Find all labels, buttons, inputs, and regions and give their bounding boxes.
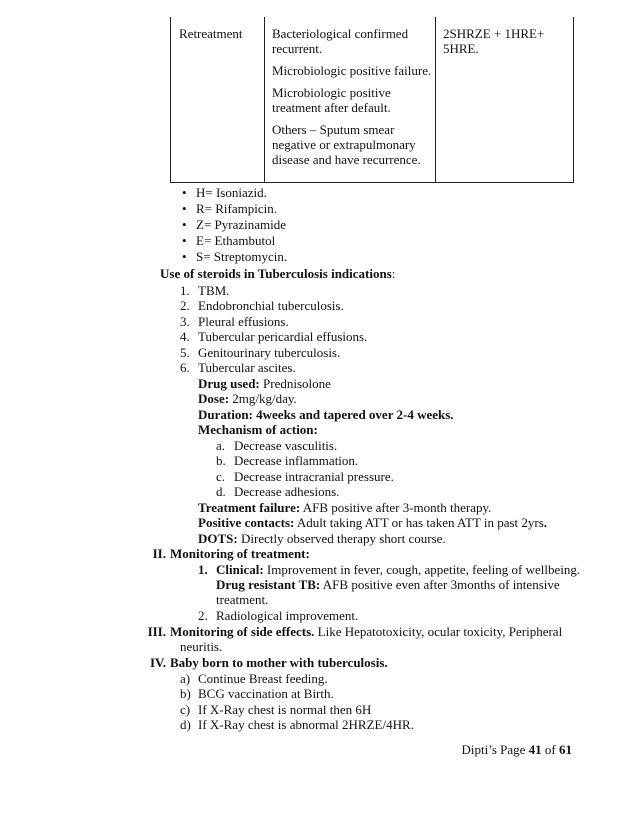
dose: Dose: 2mg/kg/day. bbox=[198, 391, 297, 406]
list-item: 2. Endobronchial tuberculosis. bbox=[180, 298, 344, 313]
clinical-monitoring: 1. Clinical: Improvement in fever, cough, appetite, feeling of wellbeing. bbox=[198, 562, 581, 577]
baby-item: d) If X-Ray chest is abnormal 2HRZE/4HR. bbox=[180, 717, 414, 732]
case-text: Microbiologic positive treatment after default. bbox=[272, 85, 391, 115]
list-item: 6. Tubercular ascites. bbox=[180, 360, 296, 375]
drug-resistant-cont: treatment. bbox=[216, 592, 269, 607]
bullet-item: • S= Streptomycin. bbox=[182, 249, 288, 264]
duration: Duration: 4weeks and tapered over 2-4 weeks. bbox=[198, 407, 454, 422]
case-text: Others – Sputum smear negative or extrapulmonary disease and have recurrence. bbox=[272, 122, 421, 167]
mechanism-item: c. Decrease intracranial pressure. bbox=[216, 469, 394, 484]
table-cell-cases bbox=[272, 26, 432, 174]
list-item: 3. Pleural effusions. bbox=[180, 314, 289, 329]
mechanism-heading: Mechanism of action: bbox=[198, 422, 318, 437]
table-cell-category: Retreatment bbox=[179, 26, 243, 41]
dots-definition: DOTS: Directly observed therapy short course. bbox=[198, 531, 446, 546]
baby-item: a) Continue Breast feeding. bbox=[180, 671, 328, 686]
case-text: Bacteriological confirmed recurrent. bbox=[272, 26, 409, 56]
section-heading-baby: Baby born to mother with tuberculosis. bbox=[170, 655, 388, 670]
page-footer: Dipti’s Page 41 of 61 bbox=[461, 742, 572, 757]
positive-contacts: Positive contacts: Adult taking ATT or has taken ATT in past 2yrs. bbox=[198, 515, 548, 530]
side-effects-cont: neuritis. bbox=[180, 639, 223, 654]
list-item: 4. Tubercular pericardial effusions. bbox=[180, 329, 368, 344]
mechanism-item: a. Decrease vasculitis. bbox=[216, 438, 338, 453]
treatment-failure: Treatment failure: AFB positive after 3-month therapy. bbox=[198, 500, 492, 515]
bullet-item: • Z= Pyrazinamide bbox=[182, 217, 286, 232]
section-number: III. bbox=[147, 624, 166, 639]
list-item: 1. TBM. bbox=[180, 283, 230, 298]
mechanism-item: d. Decrease adhesions. bbox=[216, 484, 340, 499]
radiological-monitoring: 2. Radiological improvement. bbox=[198, 608, 359, 623]
table-divider bbox=[435, 17, 436, 182]
regimen-table bbox=[170, 17, 574, 183]
baby-item: c) If X-Ray chest is normal then 6H bbox=[180, 702, 372, 717]
section-number: II. bbox=[152, 546, 166, 561]
list-item: 5. Genitourinary tuberculosis. bbox=[180, 345, 341, 360]
table-divider bbox=[264, 17, 265, 182]
section-heading-monitoring: Monitoring of treatment: bbox=[170, 546, 310, 561]
section-heading-steroids: Use of steroids in Tuberculosis indications: bbox=[160, 266, 396, 281]
bullet-item: • E= Ethambutol bbox=[182, 233, 276, 248]
section-number: IV. bbox=[149, 655, 166, 670]
drug-used: Drug used: Prednisolone bbox=[198, 376, 331, 391]
table-cell-regimen: 2SHRZE + 1HRE+ 5HRE. bbox=[443, 26, 545, 56]
mechanism-item: b. Decrease inflammation. bbox=[216, 453, 359, 468]
case-text: Microbiologic positive failure. bbox=[272, 63, 432, 78]
bullet-item: • R= Rifampicin. bbox=[182, 201, 277, 216]
bullet-item: • H= Isoniazid. bbox=[182, 185, 267, 200]
baby-item: b) BCG vaccination at Birth. bbox=[180, 686, 334, 701]
drug-resistant-tb: Drug resistant TB: AFB positive even after 3months of intensive bbox=[216, 577, 560, 592]
section-heading-side-effects: Monitoring of side effects. Like Hepatotoxicity, ocular toxicity, Peripheral bbox=[170, 624, 563, 639]
